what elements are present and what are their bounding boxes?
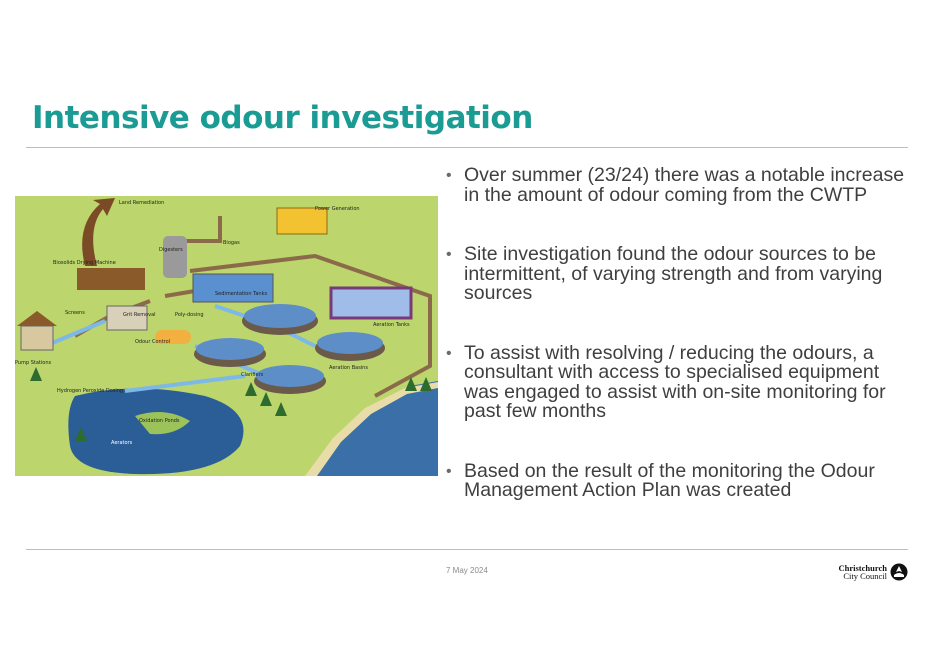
label-digesters: Digesters (159, 247, 183, 253)
council-emblem-icon (890, 563, 908, 581)
label-land-remediation: Land Remediation (119, 200, 165, 206)
treatment-plant-diagram (15, 196, 438, 476)
bullet-item: • To assist with resolving / reducing the odours, a consultant with access to specialised equipment was engaged to assist with on-site monitoring for past few months (446, 341, 886, 422)
bullet-list (446, 166, 916, 541)
label-clarifiers: Clarifiers (241, 372, 264, 378)
logo-line-2: City Council (843, 571, 887, 581)
bullet-dot-icon: • (446, 462, 452, 480)
footer-date: 7 May 2024 (446, 566, 488, 575)
label-oxidation-ponds: Oxidation Ponds (139, 418, 180, 424)
title-divider (26, 147, 908, 148)
bullet-dot-icon: • (446, 167, 452, 184)
label-biogas: Biogas (223, 240, 240, 246)
bullet-item: • Based on the result of the monitoring the Odour Management Action Plan was created (446, 459, 875, 501)
label-grit-removal: Grit Removal (123, 312, 156, 318)
bullet-item: • Site investigation found the odour sources to be intermittent, of varying strength and from varying sources (446, 243, 883, 304)
bullet-dot-icon: • (446, 246, 452, 263)
label-poly-dosing: Poly-dosing (175, 312, 204, 318)
label-screens: Screens (65, 310, 85, 316)
bullet-item: • Over summer (23/24) there was a notable increase in the amount of odour coming from the CWTP (446, 164, 905, 206)
label-pump-stations: Pump Stations (15, 360, 52, 366)
logo-line-1: Christchurch (838, 563, 887, 573)
bullet-dot-icon: • (446, 344, 452, 362)
label-aeration-basins: Aeration Basins (329, 365, 368, 371)
label-power-generation: Power Generation (315, 206, 360, 212)
council-logo (831, 563, 911, 583)
label-hydrogen-peroxide: Hydrogen Peroxide Dosing (57, 388, 124, 394)
label-aerators: Aerators (111, 440, 133, 446)
footer-divider (26, 549, 908, 550)
page-title: Intensive odour investigation (32, 100, 533, 136)
label-biosolids: Biosolids Drying Machine (53, 260, 116, 266)
label-sedimentation: Sedimentation Tanks (215, 291, 268, 297)
label-odour-control: Odour Control (135, 339, 171, 345)
label-aeration-tanks: Aeration Tanks (373, 322, 410, 328)
